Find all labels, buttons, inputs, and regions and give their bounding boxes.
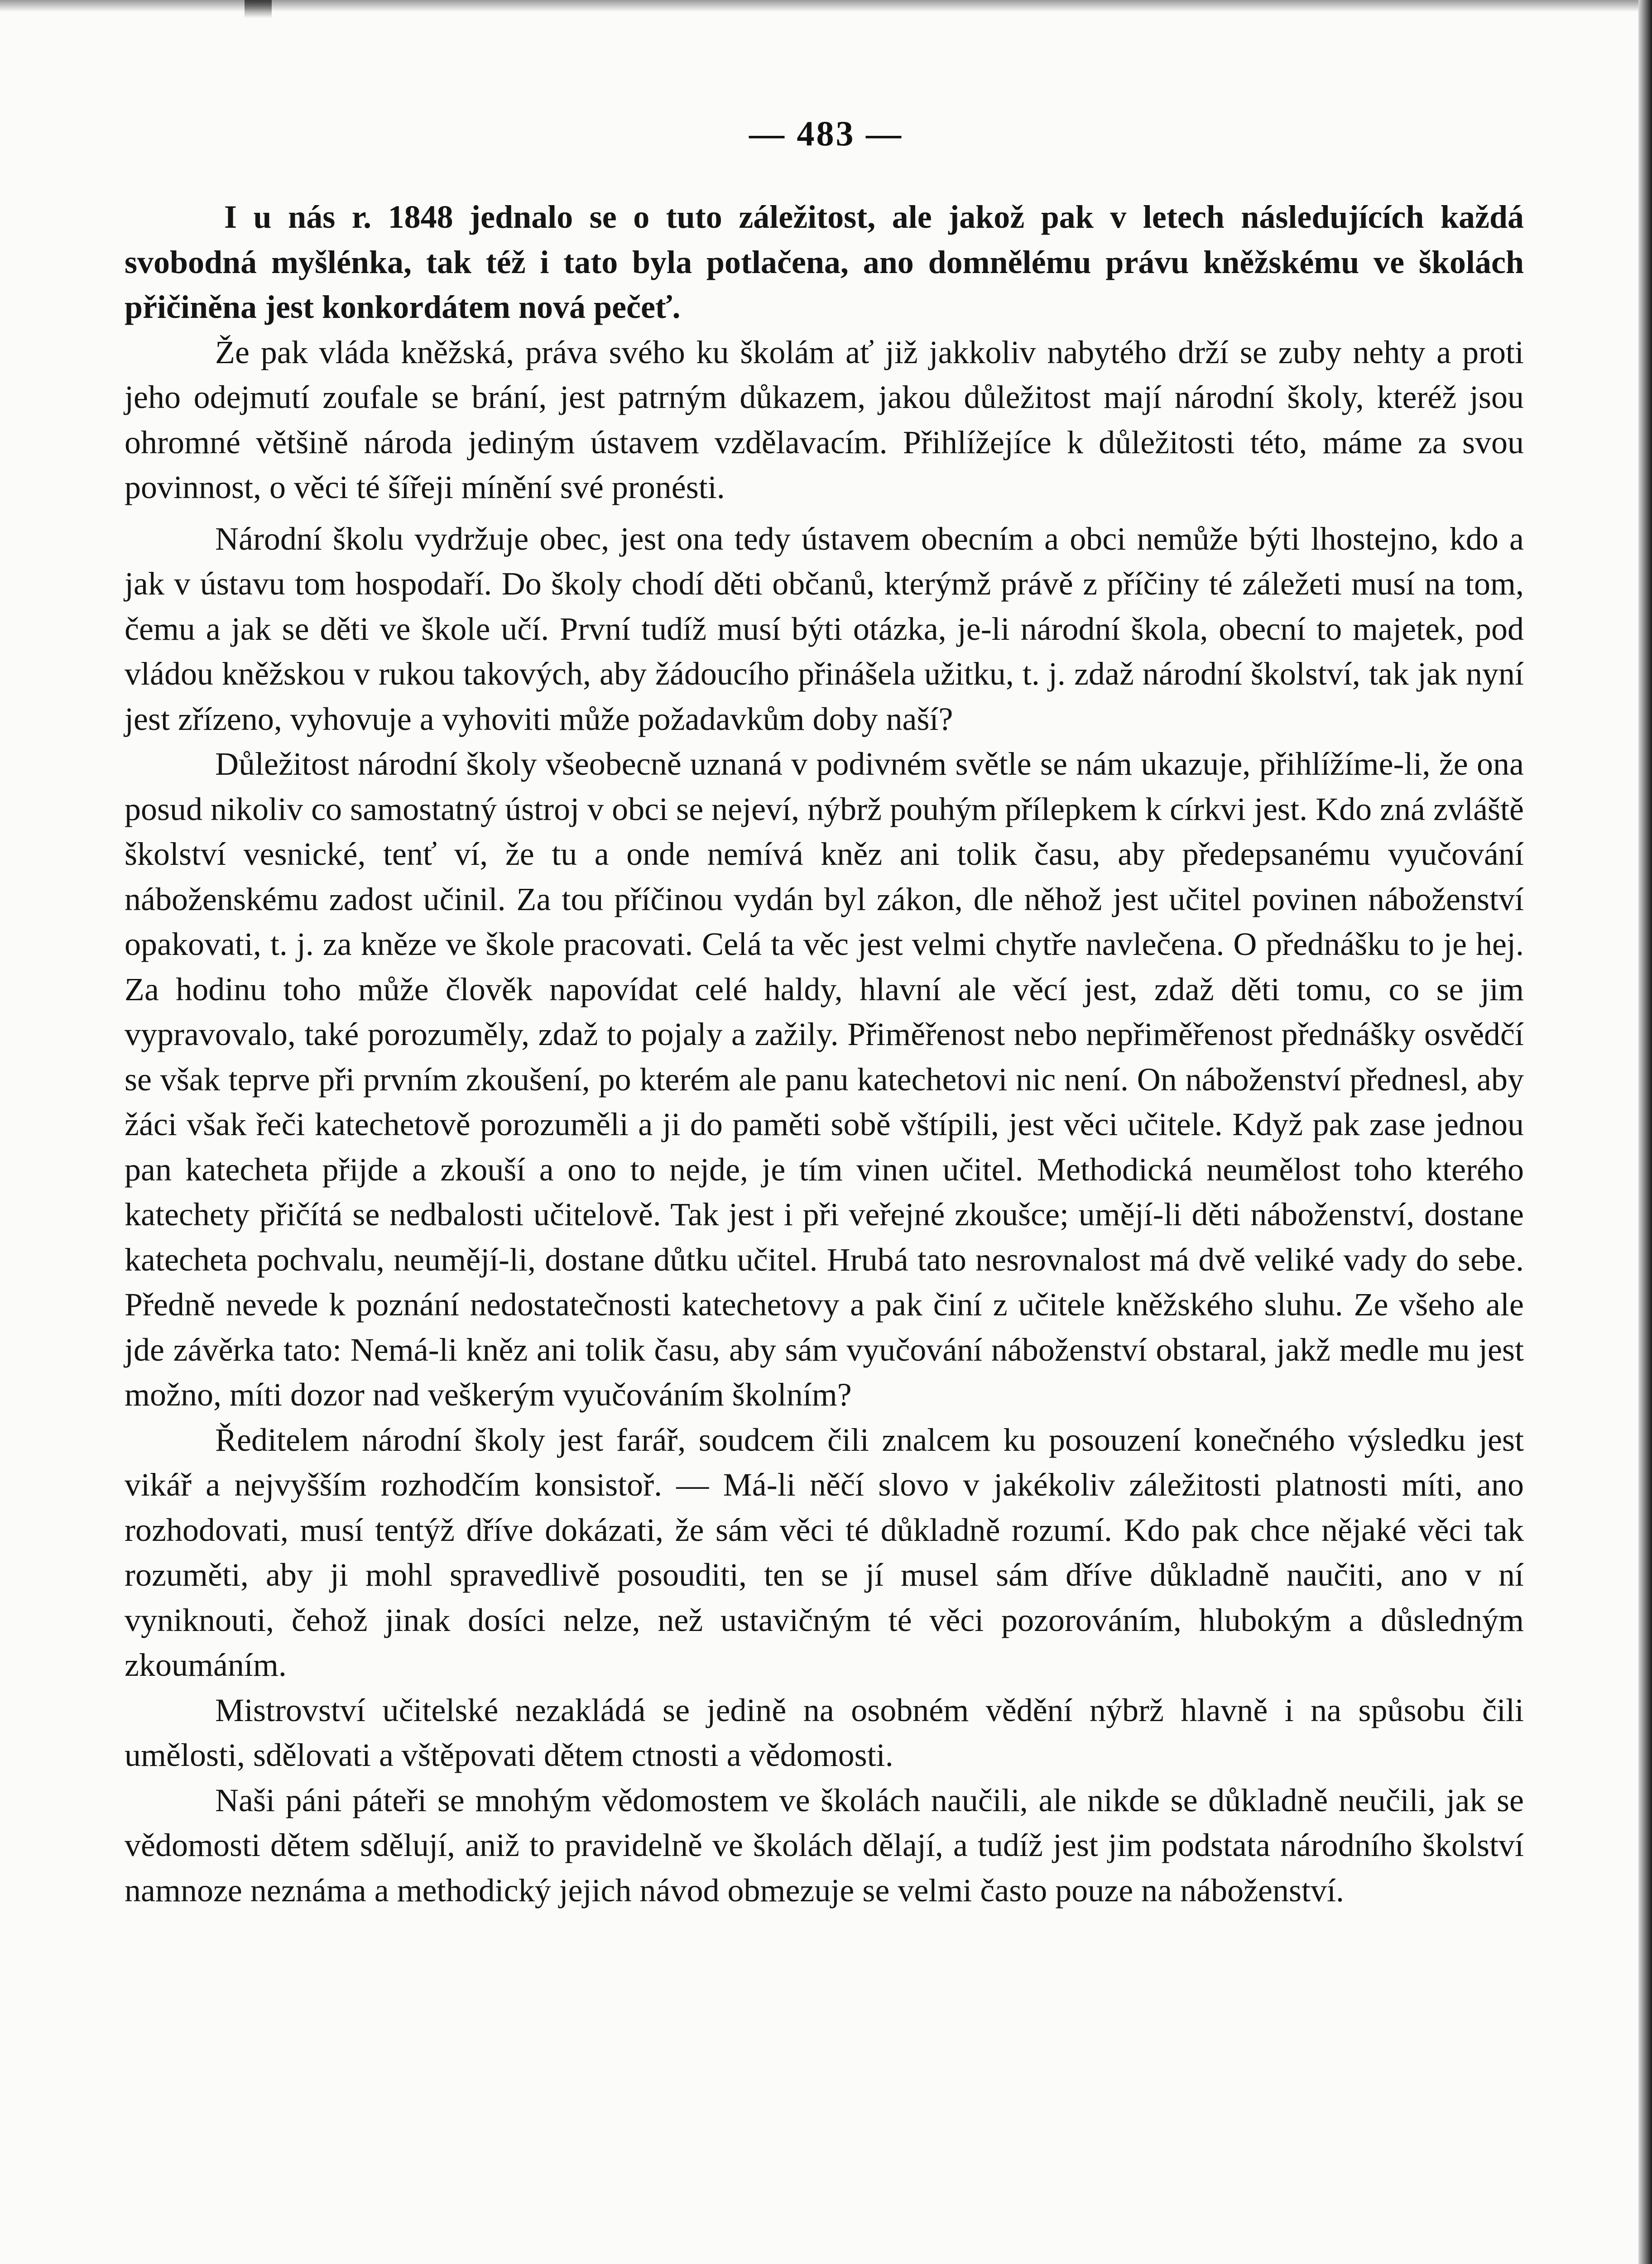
paragraph-6: Mistrovství učitelské nezakládá se jedině na osobném vědění nýbrž hlavně i na spůsobu čili umělosti, sdělovati a vštěpovati dětem ctnosti a vědomosti. [125, 1692, 1524, 1773]
paragraph-5: Ředitelem národní školy jest farář, soudcem čili znalcem ku posouzení konečného výsledku jest vikář a nejvyšším rozhodčím konsistoř. — Má-li něčí slovo v jakékoliv záležitosti platnosti míti, ano rozhodovati, musí tentýž dříve dokázati, že sám věci té důkladně rozumí. Kdo pak chce nějaké věci tak rozuměti, aby ji mohl spravedlivě posouditi, ten se jí musel sám dříve důkladně naučiti, ano v ní vyniknouti, čehož jinak dosíci nelze, než ustavičným té věci pozorováním, hlubokým a důsledným zkoumáním. [125, 1421, 1524, 1683]
scan-edge-mark [245, 0, 272, 18]
paragraph-4: Důležitost národní školy všeobecně uznaná v podivném světle se nám ukazuje, přihlížíme-li, že ona posud nikoliv co samostatný ústroj v obci se nejeví, nýbrž pouhým přílepkem k církvi jest. Kdo zná zvláště školství vesnické, tenť ví, že tu a onde nemívá kněz ani tolik času, aby předepsanému vyučování náboženskému zadost učinil. Za tou příčinou vydán byl zákon, dle něhož jest učitel povinen náboženství opakovati, t. j. za kněze ve škole pracovati. Celá ta věc jest velmi chytře navlečena. O přednášku to je hej. Za hodinu toho může člověk napovídat celé haldy, hlavní ale věcí jest, zdaž děti tomu, co se jim vypravovalo, také porozuměly, zdaž to pojaly a zažily. Přiměřenost nebo nepřiměřenost přednášky osvědčí se však teprve při prvním zkoušení, po kterém ale panu katechetovi nic není. On náboženství přednesl, aby žáci však řeči katechetově porozuměli a ji do paměti sobě vštípili, jest věci učitele. Když pak zase jednou pan katecheta přijde a zkouší a ono to nejde, je tím vinen učitel. Methodická neumělost toho kterého katechety přičítá se nedbalosti učitelově. Tak jest i při veřejné zkoušce; umějí-li děti náboženství, dostane katecheta pochvalu, neumějí-li, dostane důtku učitel. Hrubá tato nesrovnalost má dvě veliké vady do sebe. Předně nevede k poznání nedostatečnosti katechetovy a pak činí z učitele kněžského sluhu. Ze všeho ale jde závěrka tato: Nemá-li kněz ani tolik času, aby sám vyučování náboženství obstaral, jakž medle mu jest možno, míti dozor nad veškerým vyučováním školním? [125, 746, 1524, 1413]
scan-right-edge [1638, 0, 1652, 2264]
paragraph-1: I u nás r. 1848 jednalo se o tuto záležitost, ale jakož pak v letech následujících každá svobodná myšlénka, tak též i tato byla potlačena, ano domnělému právu kněžskému ve školách přičiněna jest konkordátem nová pečeť. [125, 199, 1524, 325]
paragraph-2: Že pak vláda kněžská, práva svého ku školám ať již jakkoliv nabytého drží se zuby nehty a proti jeho odejmutí zoufale se brání, jest patrným důkazem, jakou důležitost mají národní školy, kteréž jsou ohromné většině národa jediným ústavem vzdělavacím. Přihlížejíce k důležitosti této, máme za svou povinnost, o věci té šířeji mínění své pronésti. [125, 334, 1524, 505]
paragraph-3: Národní školu vydržuje obec, jest ona tedy ústavem obecním a obci nemůže býti lhostejno, kdo a jak v ústavu tom hospodaří. Do školy chodí děti občanů, kterýmž právě z příčiny té záležeti musí na tom, čemu a jak se děti ve škole učí. První tudíž musí býti otázka, je-li národní škola, obecní to majetek, pod vládou kněžskou v rukou takových, aby žádoucího přinášela užitku, t. j. zdaž národní školství, tak jak nyní jest zřízeno, vyhovuje a vyhoviti může požadavkům doby naší? [125, 520, 1524, 737]
paragraph-7: Naši páni páteři se mnohým vědomostem ve školách naučili, ale nikde se důkladně neučili, jak se vědomosti dětem sdělují, aniž to pravidelně ve školách dělají, a tudíž jest jim podstata národního školství namnoze neznáma a methodický jejich návod obmezuje se velmi často pouze na náboženství. [125, 1782, 1524, 1909]
body-text [125, 195, 1524, 1913]
page-number: — 483 — [749, 114, 903, 153]
